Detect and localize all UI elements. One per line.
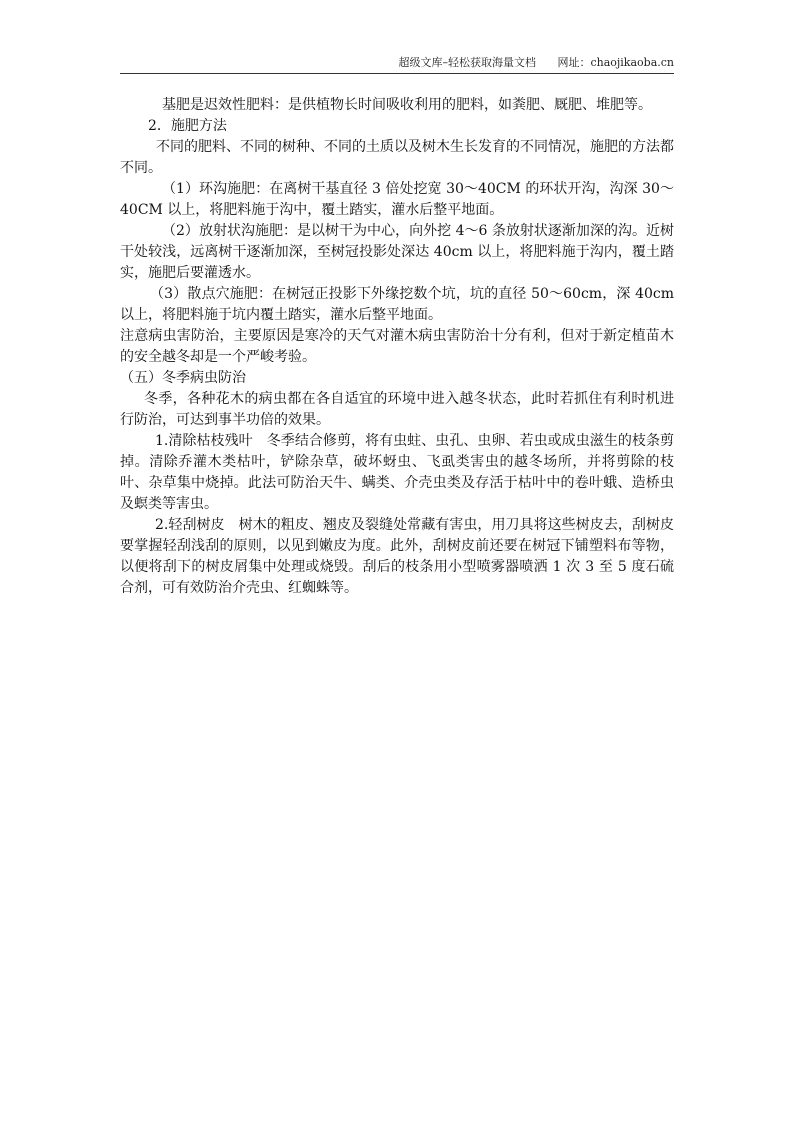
paragraph-pest-note: 注意病虫害防治，主要原因是寒冷的天气对灌木病虫害防治十分有利，但对于新定植苗木的安全越冬却是一个严峻考验。 (120, 328, 674, 365)
heading-winter-pest-control: （五）冬季病虫防治 (120, 370, 246, 386)
paragraph-clear-branches: 1.清除枯枝残叶 冬季结合修剪，将有虫蛀、虫孔、虫卵、若虫或成虫滋生的枝条剪掉。清除乔灌木类枯叶，铲除杂草，破坏蚜虫、飞虱类害虫的越冬场所，并将剪除的枝叶、杂草集中烧掉。此法可防治天牛、螨类、介壳虫类及存活于枯叶中的卷叶蛾、造桥虫及螟类等害虫。 (120, 433, 674, 512)
header-url: 网址：chaojikaoba.cn (557, 56, 674, 69)
paragraph-base-fertilizer: 基肥是迟效性肥料：是供植物长时间吸收利用的肥料，如粪肥、厩肥、堆肥等。 (162, 97, 652, 113)
header-site-name: 超级文库–轻松获取海量文档 (398, 56, 536, 69)
paragraph-radial-trench: （2）放射状沟施肥：是以树干为中心，向外挖 4～6 条放射状逐渐加深的沟。近树干处较浅，远离树干逐渐加深，至树冠投影处深达 40cm 以上，将肥料施于沟内，覆土踏实，施肥后要灌透水。 (120, 223, 674, 281)
document-body (120, 95, 674, 599)
heading-fertilizing-method: 2．施肥方法 (148, 118, 227, 134)
paragraph-winter-intro: 冬季，各种花木的病虫都在各自适宜的环境中进入越冬状态，此时若抓住有利时机进行防治，可达到事半功倍的效果。 (120, 391, 674, 428)
page-header (120, 54, 674, 70)
paragraph-scrape-bark: 2.轻刮树皮 树木的粗皮、翘皮及裂缝处常藏有害虫，用刀具将这些树皮去，刮树皮要掌握轻刮浅刮的原则，以见到嫩皮为度。此外，刮树皮前还要在树冠下铺塑料布等物，以便将刮下的树皮屑集中处理或烧毁。刮后的枝条用小型喷雾器喷洒 1 次 3 至 5 度石硫合剂，可有效防治介壳虫、红蜘蛛等。 (120, 517, 674, 596)
paragraph-ring-trench: （1）环沟施肥：在离树干基直径 3 倍处挖宽 30～40CM 的环状开沟，沟深 30～40CM 以上，将肥料施于沟中，覆土踏实，灌水后整平地面。 (120, 181, 674, 218)
header-divider (120, 73, 674, 74)
paragraph-method-intro: 不同的肥料、不同的树种、不同的土质以及树木生长发育的不同情况，施肥的方法都不同。 (120, 139, 674, 176)
paragraph-scattered-holes: （3）散点穴施肥：在树冠正投影下外缘挖数个坑，坑的直径 50～60cm，深 40cm 以上，将肥料施于坑内覆土踏实，灌水后整平地面。 (120, 286, 674, 323)
